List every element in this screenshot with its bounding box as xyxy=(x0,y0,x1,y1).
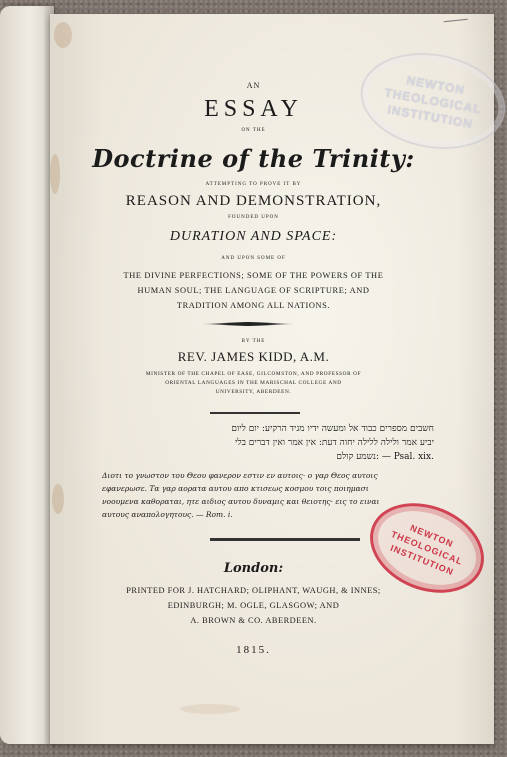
foxing-spot xyxy=(180,704,240,714)
greek-epigraph: Διοτι το γνωστον του Θεου φανερον εστιν εν αυτοις· ο γαρ Θεος αυτοις εφανερωσε. Τα γαρ αορατα αυτου απο κτισεως κοσμου τοις ποιημασι νοουμενα καθοραται, ητε αιδιος αυτου δυναμις και θειοτης· εις το ειναι αυτους αναπολογητους. — Rom. i. xyxy=(102,471,380,519)
by-the: BY THE xyxy=(241,339,266,344)
rule-divider xyxy=(210,412,300,414)
imprint-city: London: xyxy=(223,561,284,576)
red-stamp-text: NEWTON THEOLOGICAL INSTITUTION xyxy=(389,522,465,577)
pencil-mark xyxy=(444,19,469,29)
title-essay: ESSAY xyxy=(204,96,303,122)
blind-stamp-text: NEWTON THEOLOGICAL INSTITUTION xyxy=(383,73,483,132)
imprint-year: 1815. xyxy=(236,644,271,656)
rule-divider-double xyxy=(210,538,360,541)
foxing-spot xyxy=(54,22,72,48)
subtitle-duration: DURATION AND SPACE: xyxy=(169,229,338,244)
subtitle-reason: REASON AND DEMONSTRATION, xyxy=(125,193,382,209)
imprint-publishers: PRINTED FOR J. HATCHARD; OLIPHANT, WAUGH, & INNES; EDINBURGH; M. OGLE, GLASGOW; AND A. BROWN & CO. ABERDEEN. xyxy=(126,586,381,625)
foxing-spot xyxy=(52,484,64,514)
subtitle-perfections: THE DIVINE PERFECTIONS; SOME OF THE POWERS OF THE HUMAN SOUL; THE LANGUAGE OF SCRIPTURE; AND TRADITION AMONG ALL NATIONS. xyxy=(123,271,384,310)
subtitle-attempting: ATTEMPTING TO PROVE IT BY xyxy=(205,182,302,187)
title-on-the: ON THE xyxy=(241,128,266,133)
title-an: AN xyxy=(246,81,261,90)
hebrew-epigraph: חשבים מספרים כבוד אל ומעשה ידיו מגיד הרקיע: יום ליום יביע אמר ולילה ללילה יחוה דעת: אין אמר ואין דברים בלי נשמע קולם: — Psal. xix. xyxy=(231,424,434,462)
subtitle-and-upon: AND UPON SOME OF xyxy=(221,256,286,261)
title-doctrine: Doctrine of the Trinity: xyxy=(92,144,415,173)
author-name: REV. JAMES KIDD, A.M. xyxy=(177,349,330,364)
author-credentials: MINISTER OF THE CHAPEL OF EASE, GILCOMSTON, AND PROFESSOR OF ORIENTAL LANGUAGES IN THE MARISCHAL COLLEGE AND UNIVERSITY, ABERDEEN. xyxy=(145,371,362,395)
subtitle-founded: FOUNDED UPON xyxy=(228,215,279,220)
